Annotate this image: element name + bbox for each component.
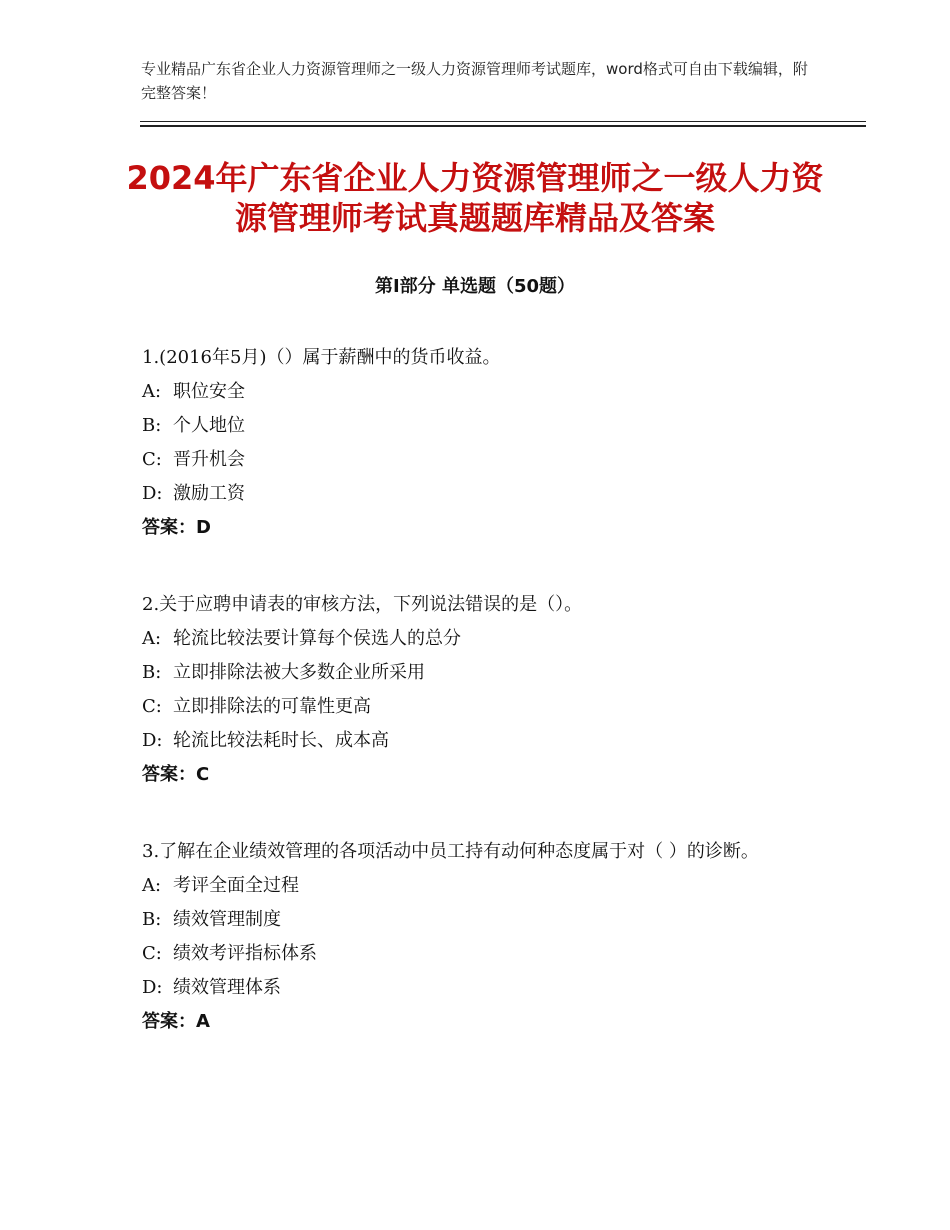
question-item xyxy=(142,590,822,789)
option-text: 立即排除法的可靠性更高 xyxy=(173,696,371,717)
option-key: C: xyxy=(142,449,162,470)
option-key: C: xyxy=(142,943,162,964)
option-text: 职位安全 xyxy=(173,381,245,402)
question-stem: 1.(2016年5月)（）属于薪酬中的货币收益。 xyxy=(142,347,501,368)
answer-label: 答案：A xyxy=(142,1011,210,1032)
option-d xyxy=(142,973,822,1002)
option-key: A: xyxy=(142,381,162,402)
option-text: 个人地位 xyxy=(173,415,245,436)
option-text: 考评全面全过程 xyxy=(173,875,299,896)
question-stem: 2.关于应聘申请表的审核方法，下列说法错误的是（）。 xyxy=(142,594,583,615)
option-a xyxy=(142,624,822,653)
header-divider-thick xyxy=(140,125,866,127)
option-c xyxy=(142,692,822,721)
option-b xyxy=(142,905,822,934)
option-d xyxy=(142,479,822,508)
document-title: 2024年广东省企业人力资源管理师之一级人力资源管理师考试真题题库精品及答案 xyxy=(126,159,824,237)
option-text: 晋升机会 xyxy=(173,449,245,470)
section-title: 第Ⅰ部分 单选题（50题） xyxy=(374,276,575,297)
option-d xyxy=(142,726,822,755)
option-text: 绩效管理体系 xyxy=(173,977,281,998)
option-key: D: xyxy=(142,977,163,998)
option-key: A: xyxy=(142,875,162,896)
option-a xyxy=(142,377,822,406)
option-text: 轮流比较法要计算每个侯选人的总分 xyxy=(173,628,461,649)
option-key: B: xyxy=(142,909,162,930)
header-divider-thin xyxy=(140,121,866,122)
question-list xyxy=(142,343,822,1084)
option-key: D: xyxy=(142,730,163,751)
option-key: D: xyxy=(142,483,163,504)
option-key: C: xyxy=(142,696,162,717)
option-b xyxy=(142,411,822,440)
header-note: 专业精品广东省企业人力资源管理师之一级人力资源管理师考试题库，word格式可自由下载编辑，附完整答案！ xyxy=(141,60,808,102)
option-text: 轮流比较法耗时长、成本高 xyxy=(173,730,389,751)
answer-label: 答案：C xyxy=(142,764,210,785)
option-c xyxy=(142,445,822,474)
option-key: A: xyxy=(142,628,162,649)
option-key: B: xyxy=(142,415,162,436)
option-key: B: xyxy=(142,662,162,683)
option-a xyxy=(142,871,822,900)
option-text: 绩效考评指标体系 xyxy=(173,943,317,964)
option-text: 激励工资 xyxy=(173,483,245,504)
option-b xyxy=(142,658,822,687)
question-stem: 3.了解在企业绩效管理的各项活动中员工持有动何种态度属于对（ ）的诊断。 xyxy=(142,841,759,862)
option-text: 立即排除法被大多数企业所采用 xyxy=(173,662,425,683)
question-item xyxy=(142,343,822,542)
option-c xyxy=(142,939,822,968)
answer-label: 答案：D xyxy=(142,517,211,538)
question-item xyxy=(142,837,822,1036)
option-text: 绩效管理制度 xyxy=(173,909,281,930)
